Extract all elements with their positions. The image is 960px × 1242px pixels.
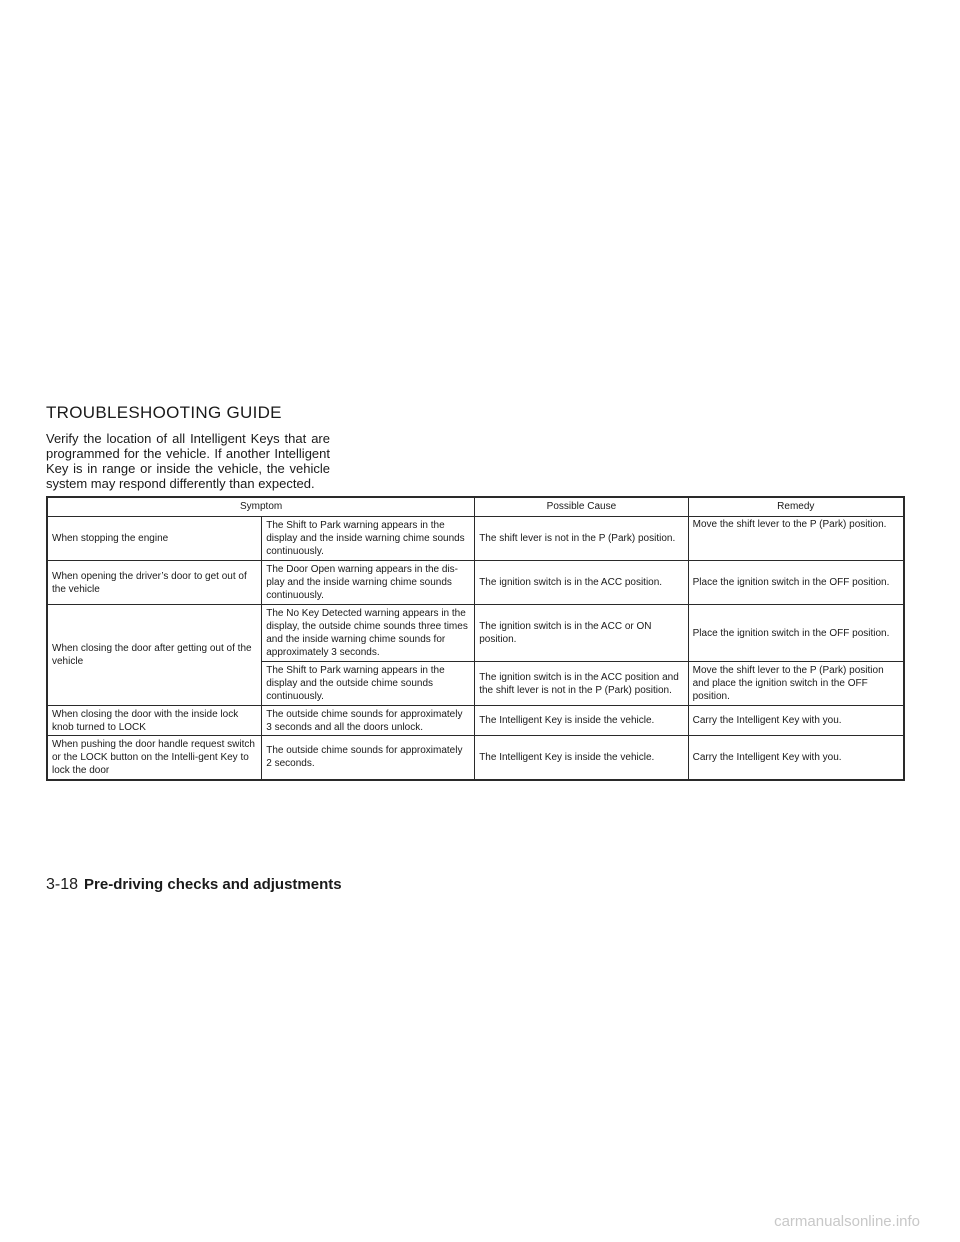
symptom-cell: When stopping the engine	[47, 517, 262, 561]
cause-cell: The ignition switch is in the ACC or ON position.	[475, 605, 688, 662]
symptom-detail-cell: The Door Open warning appears in the dis-play and the inside warning chime sounds continuously.	[262, 561, 475, 605]
symptom-cell: When pushing the door handle request switch or the LOCK button on the Intelli-gent Key to lock the door	[47, 736, 262, 780]
cause-cell: The Intelligent Key is inside the vehicle.	[475, 736, 688, 780]
symptom-detail-cell: The outside chime sounds for approximately 2 seconds.	[262, 736, 475, 780]
header-possible-cause: Possible Cause	[475, 497, 688, 517]
watermark: carmanualsonline.info	[774, 1213, 920, 1230]
cause-cell: The ignition switch is in the ACC position.	[475, 561, 688, 605]
header-remedy: Remedy	[688, 497, 904, 517]
symptom-cell: When closing the door with the inside lock knob turned to LOCK	[47, 706, 262, 736]
troubleshooting-table	[46, 496, 905, 781]
page-number: 3-18	[46, 876, 79, 893]
remedy-cell: Move the shift lever to the P (Park) position.	[688, 517, 904, 561]
header-symptom: Symptom	[47, 497, 475, 517]
cause-cell: The shift lever is not in the P (Park) position.	[475, 517, 688, 561]
symptom-cell: When opening the driver’s door to get out of the vehicle	[47, 561, 262, 605]
table-header-row	[47, 497, 904, 517]
symptom-detail-cell: The Shift to Park warning appears in the display and the outside chime sounds continuously.	[262, 662, 475, 706]
chapter-title: Pre-driving checks and adjustments	[84, 876, 342, 893]
table-row	[47, 736, 904, 780]
remedy-cell: Carry the Intelligent Key with you.	[688, 736, 904, 780]
remedy-cell: Carry the Intelligent Key with you.	[688, 706, 904, 736]
table-row	[47, 561, 904, 605]
remedy-cell: Move the shift lever to the P (Park) position and place the ignition switch in the OFF position.	[688, 662, 904, 706]
remedy-cell: Place the ignition switch in the OFF position.	[688, 605, 904, 662]
section-title: TROUBLESHOOTING GUIDE	[46, 403, 282, 422]
page-footer	[46, 876, 342, 894]
symptom-cell: When closing the door after getting out of the vehicle	[47, 605, 262, 706]
cause-cell: The Intelligent Key is inside the vehicle.	[475, 706, 688, 736]
symptom-detail-cell: The No Key Detected warning appears in the display, the outside chime sounds three times and the inside warning chime sounds for approximately 3 seconds.	[262, 605, 475, 662]
table-row	[47, 605, 904, 662]
cause-cell: The ignition switch is in the ACC position and the shift lever is not in the P (Park) position.	[475, 662, 688, 706]
symptom-detail-cell: The Shift to Park warning appears in the display and the inside warning chime sounds continuously.	[262, 517, 475, 561]
remedy-cell: Place the ignition switch in the OFF position.	[688, 561, 904, 605]
intro-paragraph: Verify the location of all Intelligent Keys that are programmed for the vehicle. If another Intelligent Key is in range or inside the vehicle, the vehicle system may respond differently than expected.	[46, 431, 330, 491]
table-row	[47, 517, 904, 561]
table-row	[47, 706, 904, 736]
symptom-detail-cell: The outside chime sounds for approximately 3 seconds and all the doors unlock.	[262, 706, 475, 736]
